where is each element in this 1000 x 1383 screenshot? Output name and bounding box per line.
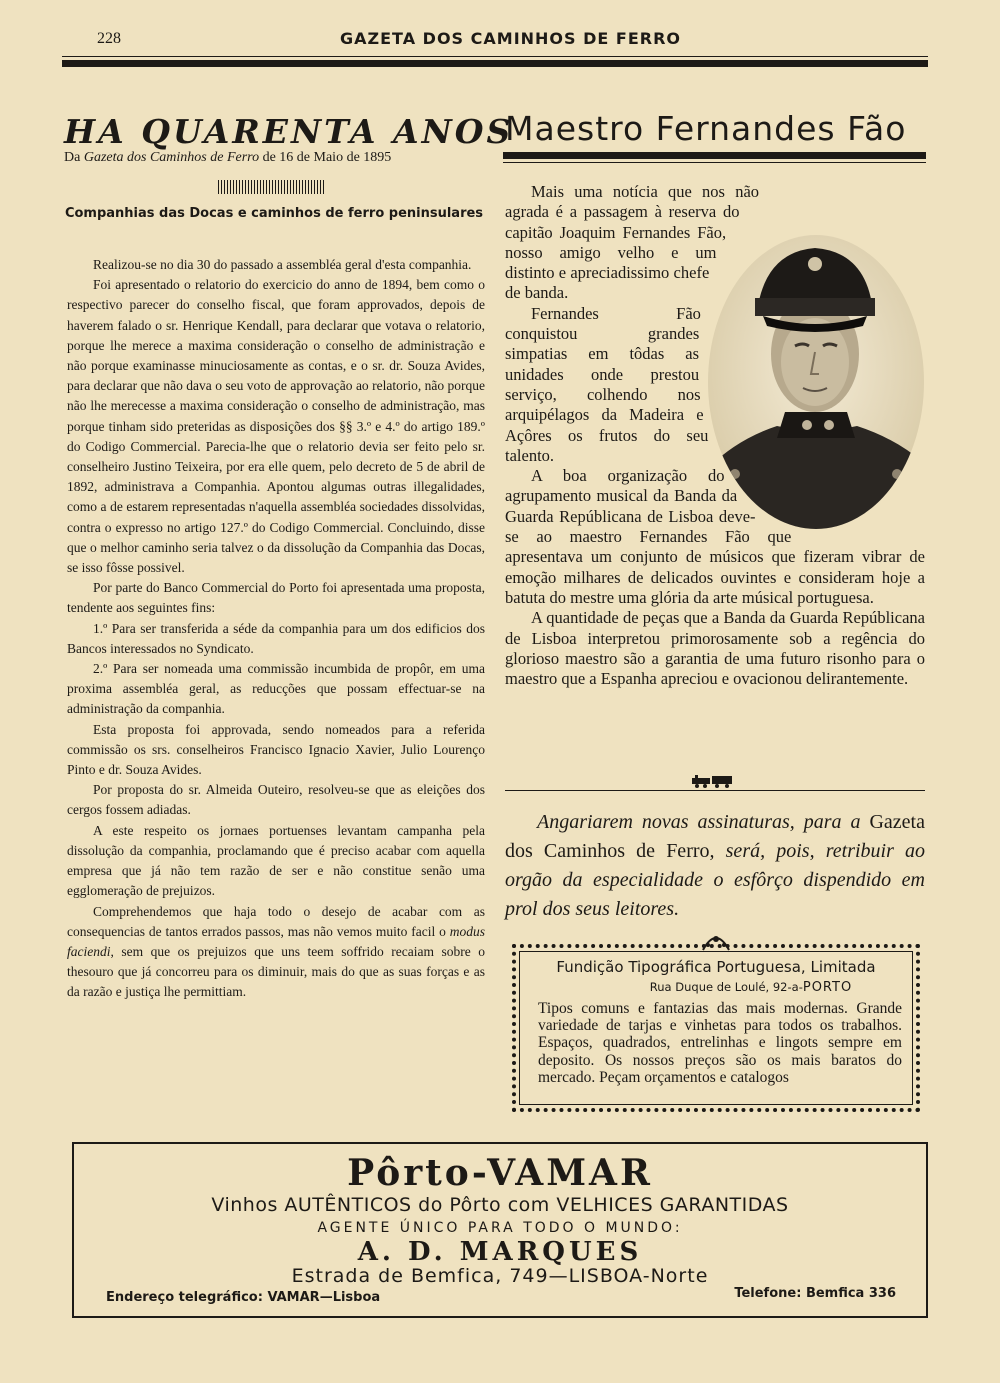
foundry-name: Fundição Tipográfica Portuguesa, Limitada bbox=[556, 958, 876, 976]
ornament-icon bbox=[701, 930, 731, 956]
ad-agent-label: AGENTE ÚNICO PARA TODO O MUNDO: bbox=[317, 1220, 683, 1236]
header-rule-thick bbox=[62, 60, 928, 67]
paragraph: 2.º Para ser nomeada uma commissão incumbida de propôr, em uma proxima assembléa geral, as reducções que possam effectuar-se na administração da companhia. bbox=[67, 661, 485, 717]
vamar-advertisement bbox=[72, 1142, 928, 1318]
paragraph: 1.º Para ser transferida a séde da companhia para um dos edificios dos Bancos interessados no Syndicato. bbox=[67, 620, 485, 656]
running-title: GAZETA DOS CAMINHOS DE FERRO bbox=[340, 29, 682, 48]
paragraph: A este respeito os jornaes portuenses levantam campanha pela dissolução da companhia, proclamando que é preciso acabar com aquella empresa que já não tem razão de ser e não constitue senão uma egglomeração de prejuizos. bbox=[67, 822, 485, 899]
paragraph: Fernandes Fão conquistou grandes simpatias em tôdas as unidades onde prestou serviço, colhendo nos arquipélagos da Madeira e Açôres os frutos do seu talento. bbox=[505, 303, 709, 465]
ad-phone: Telefone: Bemfica 336 bbox=[734, 1286, 896, 1301]
left-subheading: Da Gazeta dos Caminhos de Ferro de 16 de Maio de 1895 bbox=[64, 150, 392, 165]
header-rule-thin bbox=[62, 56, 928, 57]
ad-tagline: Vinhos AUTÊNTICOS do Pôrto com VELHICES GARANTIDAS bbox=[211, 1194, 789, 1216]
paragraph: Comprehendemos que haja todo o desejo de acabar com as consequencias de tantos errados passos, mas não vemos muito facil o modus faciendi, sem que os prejuizos que uns teem soffrido recaiam sobre o thesouro que já concorreu para os diminuir, mais do que as suas forças e as da razão e justiça lhe permittiam. bbox=[67, 903, 485, 1000]
paragraph: Foi apresentado o relatorio do exercicio do anno de 1894, bem como o respectivo parecer do conselho fiscal, que foram approvados, depois de haverem falado o sr. Henrique Kendall, para declarar que votava o relatorio, porque lhe merece a maxima consideração o conselho de administração e não porque examinasse minuciosamente as contas, e o sr. dr. Souza Avides, para declarar que não dava o seu voto de approvação ao relatorio, não porque não lhe merecesse a maxima consideração o conselho de administração, mas porque tinham sido preteridas as disposições dos §§ 3.º e 4.º do artigo 189.º do Codigo Commercial. Parecia-lhe que o relatorio devia ser feito pelo sr. conselheiro Justino Teixeira, por era elle quem, pelo decreto de 5 de abril de 1892, administrava a Companhia. Apontou algumas outras illegalidades, como a de estarem representadas n'aquella assembléa sociedades dissolvidas, contra o expresso no artigo 127.º do Codigo Commercial. Concluindo, disse que o melhor caminho seria talvez o da dissolução da Companhia das Docas, se isso fôsse possivel. bbox=[67, 277, 485, 576]
article-title: Companhias das Docas e caminhos de ferro peninsulares bbox=[64, 206, 484, 221]
heading-rule-thin bbox=[503, 162, 926, 163]
paragraph: Por parte do Banco Commercial do Porto foi apresentada uma proposta, tendente aos seguintes fins: bbox=[67, 580, 485, 616]
heading-rule-thick bbox=[503, 152, 926, 159]
paragraph: A boa organização do agrupamento musical da Banda da Guarda Repúblicana de Lisboa deve-se ao maestro Fernandes Fão que apresentava um conjunto de músicos que fizeram vibrar de emoção milhares de delicados ouvintes e consideram hoje a batuta do mestre uma glória da arte músical portuguesa. bbox=[505, 466, 925, 607]
foundry-description: Tipos comuns e fantazias das mais modernas. Grande variedade de tarjas e vinhetas para todos os trabalhos. Espaços, quadrados, entrelinhas e lingots sempre em deposito. Os nossos preços são os mais baratos do mercado. Peçam orçamentos e catalogos bbox=[538, 1000, 902, 1086]
right-heading: Maestro Fernandes Fão bbox=[505, 109, 907, 148]
paragraph: Realizou-se no dia 30 do passado a assembléa geral d'esta companhia. bbox=[93, 257, 472, 272]
hatched-ornament bbox=[218, 180, 324, 194]
ad-address: Estrada de Bemfica, 749—LISBOA-Norte bbox=[291, 1265, 709, 1287]
ad-telegraph: Endereço telegráfico: VAMAR—Lisboa bbox=[106, 1290, 381, 1305]
subscription-notice: Angariarem novas assinaturas, para a Gazeta dos Caminhos de Ferro, será, pois, retribuir ao orgão da especialidade o esfôrço dispendido em prol dos seus leitores. bbox=[505, 811, 926, 920]
paragraph: Mais uma notícia que nos não agrada é a passagem à reserva do capitão Joaquim Fernandes Fão, nosso amigo velho e um distinto e apreciadissimo chefe de banda. bbox=[505, 182, 760, 303]
section-divider bbox=[505, 790, 925, 791]
paragraph: Esta proposta foi approvada, sendo nomeados para a referida commissão os srs. conselheiros Francisco Ignacio Xavier, Julio Lourenço Pinto e dr. Souza Avides. bbox=[67, 721, 485, 778]
paragraph: A quantidade de peças que a Banda da Guarda Repúblicana de Lisboa interpretou primorosamente sob a regência do glorioso maestro são a garantia de uma futuro risonho para o maestro que a Espanha apreciou e ovacionou delirantemente. bbox=[505, 608, 925, 689]
paragraph: Por proposta do sr. Almeida Outeiro, resolveu-se que as eleições dos cergos fossem adiadas. bbox=[67, 782, 485, 818]
foundry-advertisement bbox=[508, 930, 924, 1116]
foundry-address: Rua Duque de Loulé, 92-a-PORTO bbox=[649, 980, 853, 995]
right-article-body bbox=[505, 182, 925, 689]
page-number: 228 bbox=[97, 30, 121, 47]
ad-agent-name: A. D. MARQUES bbox=[357, 1237, 643, 1267]
left-article-body bbox=[67, 255, 485, 1003]
left-heading: HA QUARENTA ANOS bbox=[64, 112, 514, 151]
ad-brand: Pôrto-VAMAR bbox=[347, 1152, 653, 1194]
portrait-photo bbox=[707, 234, 925, 530]
